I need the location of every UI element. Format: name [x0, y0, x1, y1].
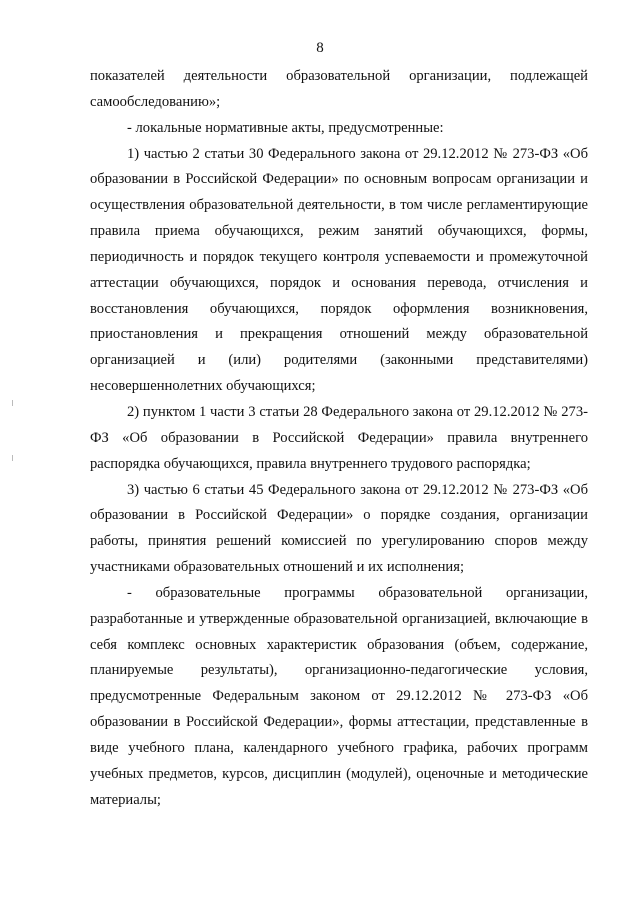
scan-margin-mark: [12, 400, 13, 406]
paragraph-local-acts-intro: - локальные нормативные акты, предусмотренные:: [127, 119, 444, 136]
paragraph-item-2: 2) пунктом 1 части 3 статьи 28 Федерального закона от 29.12.2012 № 273-ФЗ «Об образовании в Российской Федерации» правила внутреннего распорядка обучающихся, правила внутреннего трудового распорядка;: [90, 403, 588, 472]
paragraph-item-3: 3) частью 6 статьи 45 Федерального закона от 29.12.2012 № 273-ФЗ «Об образовании в Российской Федерации» о порядке создания, организации работы, принятия решений комиссией по урегулированию споров между участниками образовательных отношений и их исполнения;: [90, 481, 588, 576]
scan-margin-mark: [12, 455, 13, 461]
paragraph-item-1: 1) частью 2 статьи 30 Федерального закона от 29.12.2012 № 273-ФЗ «Об образовании в Российской Федерации» по основным вопросам организации и осуществления образовательной деятельности, в том числе регламентирующие правила приема обучающихся, режим занятий обучающихся, формы, периодичность и порядок текущего контроля успеваемости и промежуточной аттестации обучающихся, порядок и основания перевода, отчисления и восстановления обучающихся, порядок оформления возникновения, приостановления и прекращения отношений между образовательной организацией и (или) родителями (законными представителями) несовершеннолетних обучающихся;: [90, 145, 588, 395]
paragraph-continuation: показателей деятельности образовательной организации, подлежащей самообследованию»;: [90, 68, 588, 110]
page-number: 8: [316, 40, 324, 56]
document-body: [90, 64, 588, 813]
paragraph-educational-programs: - образовательные программы образовательной организации, разработанные и утвержденные образовательной организацией, включающие в себя комплекс основных характеристик образования (объем, содержание, планируемые результаты), организационно-педагогические условия, предусмотренные Федеральным законом от 29.12.2012 № 273-ФЗ «Об образовании в Российской Федерации», формы аттестации, представленные в виде учебного плана, календарного учебного графика, рабочих программ учебных предметов, курсов, дисциплин (модулей), оценочные и методические материалы;: [90, 584, 588, 808]
